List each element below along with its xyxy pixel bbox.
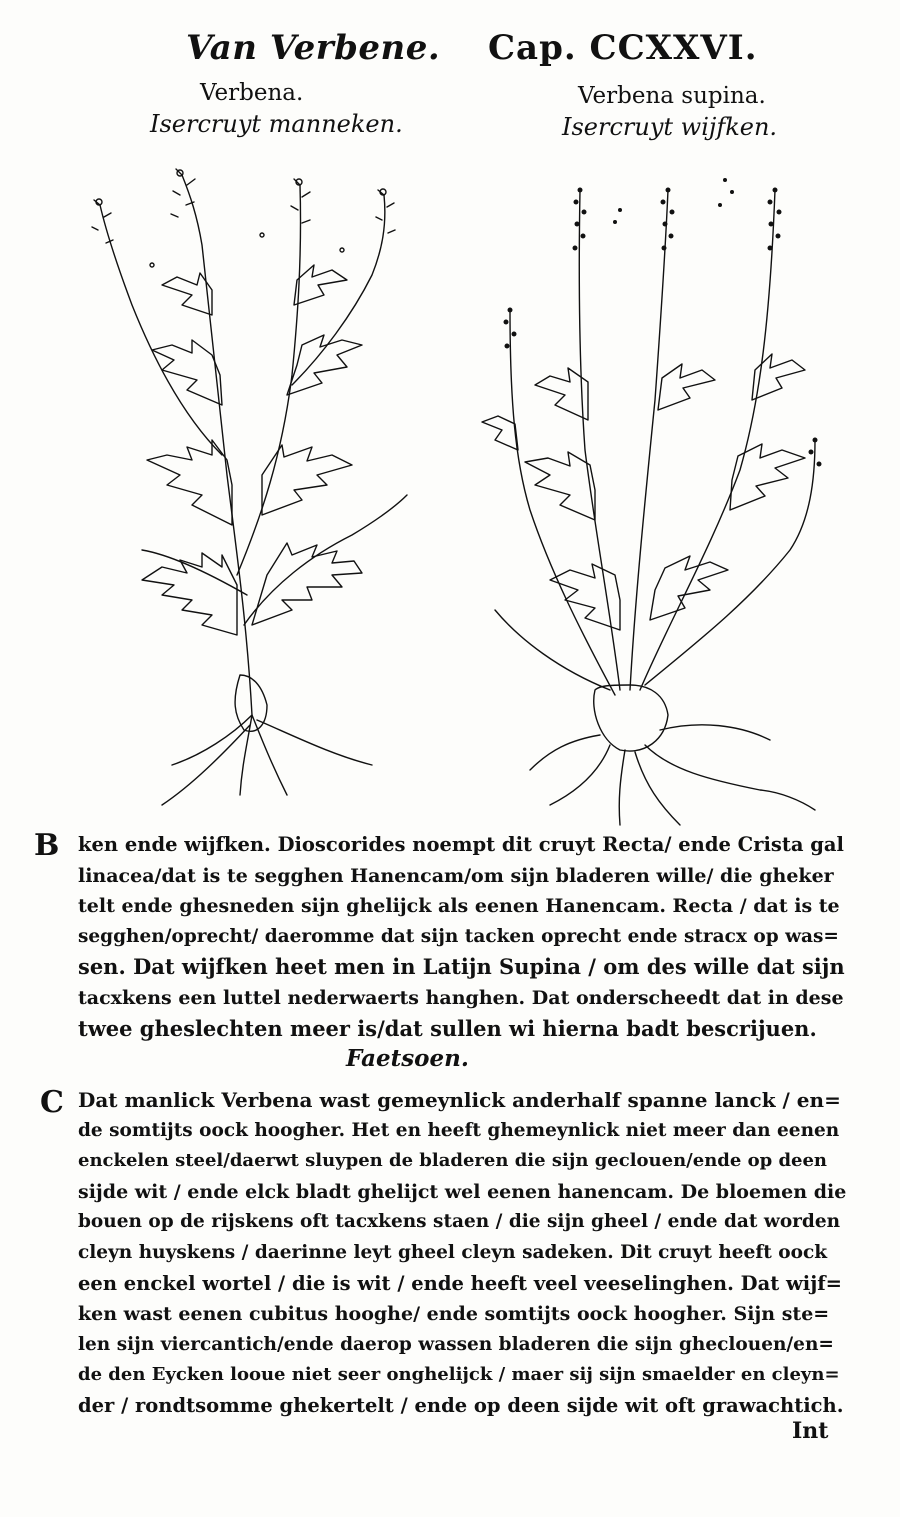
text-line: een enckel wortel / die is wit / ende heeft veel veeselinghen. Dat wijf=: [78, 1271, 842, 1295]
text-line: der / rondtsomme ghekertelt / ende op deen sijde wit oft grawachtich.: [78, 1393, 844, 1417]
chapter-number: Cap. CCXXVI.: [488, 28, 758, 68]
paragraph-b: [78, 830, 846, 1044]
text-line: linacea/dat is te segghen Hanencam/om sijn bladeren wille/ die gheker: [78, 864, 834, 887]
text-line: ken ende wijfken. Dioscorides noempt dit cruyt Recta/ ende Crista gal: [78, 833, 844, 856]
section-heading: Faetsoen.: [346, 1045, 469, 1072]
left-plant-vernacular-name: Isercruyt manneken.: [150, 110, 403, 138]
text-line: sijde wit / ende elck bladt ghelijct wel eenen hanencam. De bloemen die: [78, 1180, 847, 1203]
text-line: bouen op de rijskens oft tacxkens staen / die sijn gheel / ende dat worden: [78, 1211, 841, 1233]
text-line: enckelen steel/daerwt sluypen de bladeren die sijn geclouen/ende op deen: [78, 1150, 828, 1172]
text-line: len sijn viercantich/ende daerop wassen bladeren die sijn gheclouen/en=: [78, 1333, 834, 1355]
running-title: Van Verbene.: [186, 28, 441, 68]
text-line: de somtijts oock hoogher. Het en heeft ghemeynlick niet meer dan eenen: [78, 1119, 840, 1141]
verbena-supina-woodcut-illustration: [470, 150, 840, 830]
marginal-letter-c: C: [40, 1085, 64, 1120]
right-plant-latin-name: Verbena supina.: [578, 83, 766, 109]
text-line: Dat manlick Verbena wast gemeynlick anderhalf spanne lanck / en=: [78, 1088, 841, 1112]
text-line: ken wast eenen cubitus hooghe/ ende somtijts oock hoogher. Sijn ste=: [78, 1303, 830, 1326]
paragraph-c: [78, 1085, 846, 1422]
marginal-letter-b: B: [34, 828, 60, 863]
verbena-woodcut-illustration: [62, 155, 452, 825]
text-line: tacxkens een luttel nederwaerts hanghen. Dat onderscheedt dat in dese: [78, 986, 844, 1009]
left-plant-latin-name: Verbena.: [200, 80, 304, 106]
text-line: segghen/oprecht/ daeromme dat sijn tacken oprecht ende stracx op was=: [78, 925, 839, 947]
right-plant-vernacular-name: Isercruyt wijfken.: [562, 113, 778, 141]
catchword: Int: [792, 1418, 829, 1444]
text-line: sen. Dat wijfken heet men in Latijn Supina / om des wille dat sijn: [78, 954, 845, 980]
text-line: cleyn huyskens / daerinne leyt gheel cleyn sadeken. Dit cruyt heeft oock: [78, 1241, 828, 1263]
text-line: telt ende ghesneden sijn ghelijck als eenen Hanencam. Recta / dat is te: [78, 895, 840, 918]
text-line: twee gheslechten meer is/dat sullen wi hierna badt bescrijuen.: [78, 1015, 817, 1041]
text-line: de den Eycken looue niet seer onghelijck / maer sij sijn smaelder en cleyn=: [78, 1364, 840, 1386]
